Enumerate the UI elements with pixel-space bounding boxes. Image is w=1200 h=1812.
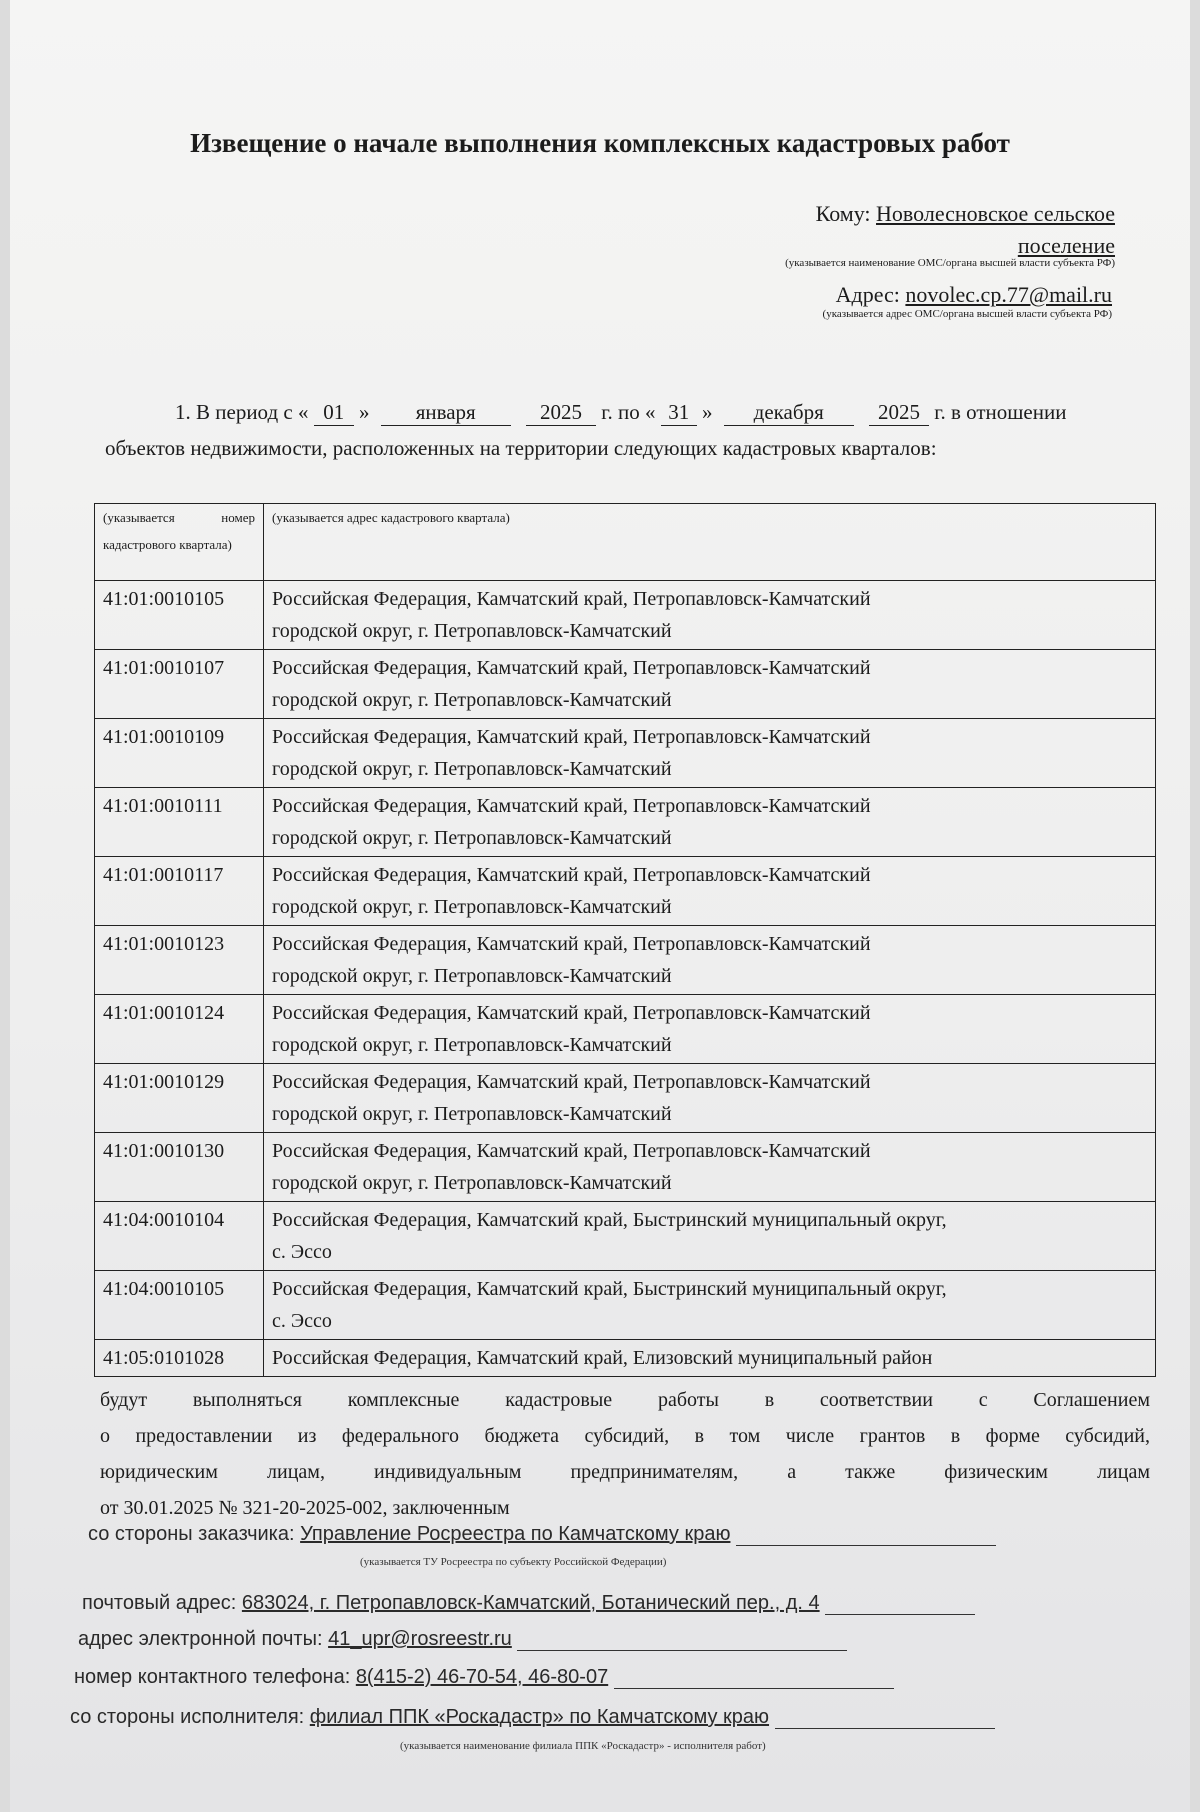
period-prefix: 1. В период с <box>175 400 293 424</box>
table-row <box>95 995 1156 1064</box>
table-row <box>95 788 1156 857</box>
end-month: декабря <box>724 400 854 426</box>
quarter-number: 41:01:0010109 <box>95 719 264 788</box>
quarter-address-line2: городской округ, г. Петропавловск-Камчатский <box>272 620 672 642</box>
quarter-number: 41:01:0010105 <box>95 581 264 650</box>
quarter-address-line1: Российская Федерация, Камчатский край, Быстринский муниципальный округ, <box>272 1278 947 1300</box>
quote-open-2: « <box>644 400 656 424</box>
customer-value: Управление Росреестра по Камчатскому краю <box>300 1523 731 1545</box>
quarter-address <box>264 926 1156 995</box>
customer-note: (указывается ТУ Росреестра по субъекту Российской Федерации) <box>360 1556 667 1568</box>
phone-underline <box>614 1687 894 1689</box>
executor-value: филиал ППК «Роскадастр» по Камчатскому краю <box>309 1706 770 1728</box>
paragraph-line-3: юридическим лицам, индивидуальным предпринимателям, а также физическим лицам <box>100 1461 1150 1483</box>
table-header-row <box>95 504 1156 581</box>
table-row <box>95 1340 1156 1377</box>
period-line <box>105 400 1066 426</box>
executor-row <box>70 1706 995 1729</box>
recipient-address-row <box>836 282 1112 308</box>
quarter-address-line2: городской округ, г. Петропавловск-Камчатский <box>272 758 672 780</box>
email-row <box>78 1628 847 1651</box>
quarter-address-line1: Российская Федерация, Камчатский край, Петропавловск-Камчатский <box>272 1002 871 1024</box>
phone-label: номер контактного телефона: <box>74 1666 351 1688</box>
quarter-address-line1: Российская Федерация, Камчатский край, Петропавловск-Камчатский <box>272 933 871 955</box>
quote-open: « <box>297 400 309 424</box>
header-number: (указывается номер кадастрового квартала) <box>95 504 264 581</box>
agreement-paragraph <box>100 1382 1150 1526</box>
table-row <box>95 1271 1156 1340</box>
quarter-address-line1: Российская Федерация, Камчатский край, Петропавловск-Камчатский <box>272 588 871 610</box>
quarter-address-line2: городской округ, г. Петропавловск-Камчатский <box>272 1034 672 1056</box>
header-address: (указывается адрес кадастрового квартала) <box>264 504 1156 581</box>
objects-line: объектов недвижимости, расположенных на территории следующих кадастровых кварталов: <box>105 436 937 460</box>
quarter-address-line2: городской округ, г. Петропавловск-Камчатский <box>272 1172 672 1194</box>
postal-underline <box>825 1613 975 1615</box>
table-row <box>95 1064 1156 1133</box>
postal-value: 683024, г. Петропавловск-Камчатский, Ботанический пер., д. 4 <box>241 1592 820 1614</box>
document-page <box>10 0 1190 1812</box>
table-row <box>95 1133 1156 1202</box>
recipient-address-label: Адрес: <box>835 282 900 307</box>
customer-row <box>88 1523 996 1546</box>
customer-underline <box>736 1544 996 1546</box>
quarter-number: 41:01:0010111 <box>95 788 264 857</box>
customer-label: со стороны заказчика: <box>88 1523 295 1545</box>
quarter-address-line2: городской округ, г. Петропавловск-Камчатский <box>272 965 672 987</box>
table-row <box>95 1202 1156 1271</box>
quarter-address-line1: Российская Федерация, Камчатский край, Петропавловск-Камчатский <box>272 726 871 748</box>
start-day: 01 <box>314 400 354 426</box>
quarter-address-line1: Российская Федерация, Камчатский край, Елизовский муниципальный район <box>272 1347 933 1369</box>
quarter-number: 41:04:0010104 <box>95 1202 264 1271</box>
table-row <box>95 581 1156 650</box>
quote-close-2: » <box>701 400 713 424</box>
quarter-address-line2: городской округ, г. Петропавловск-Камчатский <box>272 896 672 918</box>
quarter-number: 41:01:0010124 <box>95 995 264 1064</box>
executor-label: со стороны исполнителя: <box>70 1706 305 1728</box>
quarter-address-line1: Российская Федерация, Камчатский край, Петропавловск-Камчатский <box>272 864 871 886</box>
recipient-label: Кому: <box>815 201 871 226</box>
table-row <box>95 857 1156 926</box>
recipient-name-line1: Новолесновское сельское <box>876 201 1115 226</box>
paragraph-line-1: будут выполняться комплексные кадастровые работы в соответствии с Соглашением <box>100 1389 1150 1411</box>
quarter-address-line1: Российская Федерация, Камчатский край, Петропавловск-Камчатский <box>272 1140 871 1162</box>
quarter-address <box>264 1202 1156 1271</box>
start-month: января <box>381 400 511 426</box>
quarter-address-line1: Российская Федерация, Камчатский край, Петропавловск-Камчатский <box>272 657 871 679</box>
quote-close: » <box>358 400 370 424</box>
quarter-address <box>264 857 1156 926</box>
quarter-number: 41:04:0010105 <box>95 1271 264 1340</box>
quarter-address <box>264 650 1156 719</box>
quarter-address <box>264 1271 1156 1340</box>
email-underline <box>517 1649 847 1651</box>
postal-label: почтовый адрес: <box>82 1592 237 1614</box>
end-day: 31 <box>661 400 697 426</box>
recipient-address-note: (указывается адрес ОМС/органа высшей власти субъекта РФ) <box>822 308 1112 320</box>
quarter-address-line2: городской округ, г. Петропавловск-Камчатский <box>272 1103 672 1125</box>
document-title: Извещение о начале выполнения комплексных кадастровых работ <box>190 128 1010 158</box>
postal-row <box>82 1592 975 1615</box>
paragraph-line-4: от 30.01.2025 № 321-20-2025-002, заключенным <box>100 1497 510 1519</box>
table-row <box>95 650 1156 719</box>
quarter-address-line2: городской округ, г. Петропавловск-Камчатский <box>272 689 672 711</box>
phone-value: 8(415-2) 46-70-54, 46-80-07 <box>355 1666 609 1688</box>
quarter-address-line2: городской округ, г. Петропавловск-Камчатский <box>272 827 672 849</box>
recipient-name-note: (указывается наименование ОМС/органа высшей власти субъекта РФ) <box>785 257 1115 269</box>
quarter-address-line1: Российская Федерация, Камчатский край, Быстринский муниципальный округ, <box>272 1209 947 1231</box>
quarter-address <box>264 788 1156 857</box>
quarter-address <box>264 995 1156 1064</box>
email-label: адрес электронной почты: <box>78 1628 323 1650</box>
quarter-address-line1: Российская Федерация, Камчатский край, Петропавловск-Камчатский <box>272 1071 871 1093</box>
quarter-number: 41:05:0101028 <box>95 1340 264 1377</box>
quarter-address-line1: Российская Федерация, Камчатский край, Петропавловск-Камчатский <box>272 795 871 817</box>
start-year: 2025 <box>526 400 596 426</box>
recipient-address: novolec.cp.77@mail.ru <box>905 282 1112 307</box>
table-row <box>95 926 1156 995</box>
email-value: 41_upr@rosreestr.ru <box>328 1628 512 1650</box>
quarter-address <box>264 1064 1156 1133</box>
quarter-number: 41:01:0010117 <box>95 857 264 926</box>
quarters-table <box>94 503 1156 1377</box>
quarter-address <box>264 719 1156 788</box>
executor-note: (указывается наименование филиала ППК «Роскадастр» - исполнителя работ) <box>400 1740 766 1752</box>
paragraph-line-2: о предоставлении из федерального бюджета субсидий, в том числе грантов в форме субсидий, <box>100 1425 1150 1447</box>
quarter-number: 41:01:0010123 <box>95 926 264 995</box>
quarter-address-line2: с. Эссо <box>272 1241 332 1263</box>
period-to: г. по <box>601 400 640 424</box>
phone-row <box>74 1666 894 1689</box>
quarter-address <box>264 1133 1156 1202</box>
recipient-block <box>695 198 1115 262</box>
recipient-name-line2: поселение <box>1017 233 1115 258</box>
quarter-address-line2: с. Эссо <box>272 1310 332 1332</box>
table-row <box>95 719 1156 788</box>
period-suffix: г. в отношении <box>934 400 1067 424</box>
end-year: 2025 <box>869 400 929 426</box>
quarter-number: 41:01:0010130 <box>95 1133 264 1202</box>
quarter-number: 41:01:0010107 <box>95 650 264 719</box>
executor-underline <box>775 1727 995 1729</box>
quarter-address <box>264 581 1156 650</box>
quarter-number: 41:01:0010129 <box>95 1064 264 1133</box>
quarter-address <box>264 1340 1156 1377</box>
